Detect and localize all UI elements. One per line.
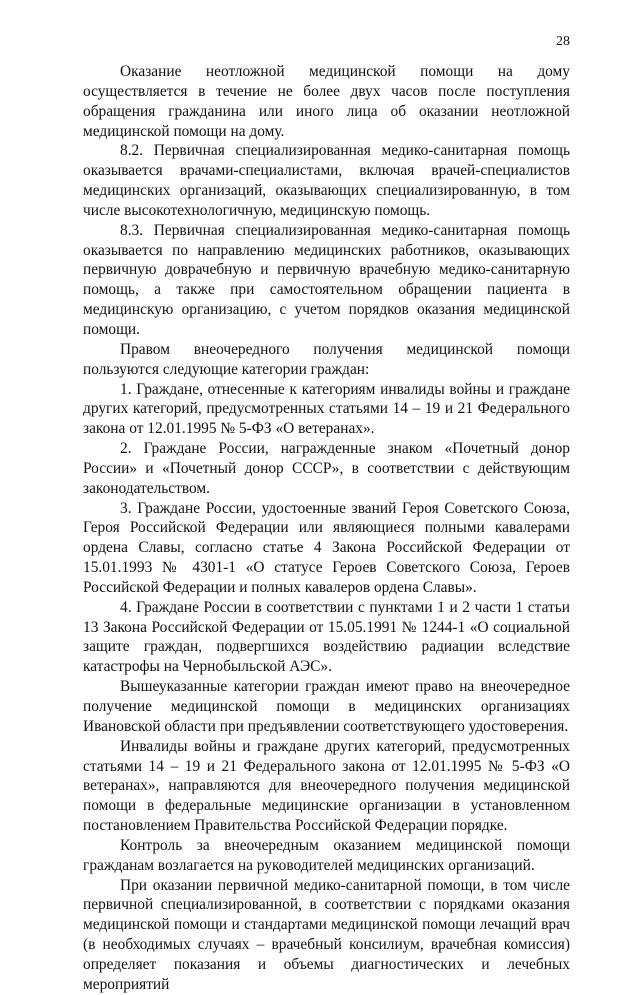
paragraph-priority-intro: Правом внеочередного получения медицинской помощи пользуются следующие категории граждан: [83,340,570,378]
list-item-3: 3. Граждане России, удостоенные званий Героя Советского Союза, Героя Российской Федерации или являющиеся полными кавалерами ордена Славы, согласно статье 4 Закона Российской Федерации от 15.01.1993 № 4301-1 «О статусе Героев Советского Союза, Героев Российской Федерации и полных кавалеров ордена Славы». [83,499,570,596]
document-body [83,62,570,995]
list-item-4: 4. Граждане России в соответствии с пунктами 1 и 2 части 1 статьи 13 Закона Российской Федерации от 15.05.1991 № 1244-1 «О социальной защите граждан, подвергшихся воздействию радиации вследствие катастрофы на Чернобыльской АЭС». [83,598,570,676]
paragraph-certificate: Вышеуказанные категории граждан имеют право на внеочередное получение медицинской помощи в медицинских организациях Ивановской области при предъявлении соответствующего удостоверения. [83,678,570,735]
page-number: 28 [556,34,570,49]
paragraph-war-invalids: Инвалиды войны и граждане других категорий, предусмотренных статьями 14 – 19 и 21 Федерального закона от 12.01.1995 № 5-ФЗ «О ветеранах», направляются для внеочередного получения медицинской помощи в федеральные медицинские организации в установленном постановлением Правительства Российской Федерации порядке. [83,737,570,835]
paragraph-8-3: 8.3. Первичная специализированная медико-санитарная помощь оказывается по направлению медицинских работников, оказывающих первичную доврачебную и первичную врачебную медико-санитарную помощь, а также при самостоятельном обращении пациента в медицинскую организацию, с учетом порядков оказания медицинской помощи. [83,221,570,338]
paragraph-control: Контроль за внеочередным оказанием медицинской помощи гражданам возлагается на руководителей медицинских организаций. [83,836,570,874]
list-item-2: 2. Граждане России, награжденные знаком «Почетный донор России» и «Почетный донор СССР», в соответствии с действующим законодательством. [83,440,570,497]
paragraph-primary-care: При оказании первичной медико-санитарной помощи, в том числе первичной специализированной, в соответствии с порядками оказания медицинской помощи и стандартами медицинской помощи лечащий врач (в необходимых случаях – врачебный консилиум, врачебная комиссия) определяет показания и объемы диагностических и лечебных мероприятий [83,876,570,993]
paragraph-8-2: 8.2. Первичная специализированная медико-санитарная помощь оказывается врачами-специалистами, включая врачей-специалистов медицинских организаций, оказывающих специализированную, в том числе высокотехнологичную, медицинскую помощь. [83,142,570,219]
list-item-1: 1. Граждане, отнесенные к категориям инвалиды войны и граждане других категорий, предусмотренных статьями 14 – 19 и 21 Федерального закона от 12.01.1995 № 5-ФЗ «О ветеранах». [83,380,570,438]
paragraph-intro-home-care: Оказание неотложной медицинской помощи на дому осуществляется в течение не более двух часов после поступления обращения гражданина или иного лица об оказании неотложной медицинской помощи на дому. [83,63,570,140]
